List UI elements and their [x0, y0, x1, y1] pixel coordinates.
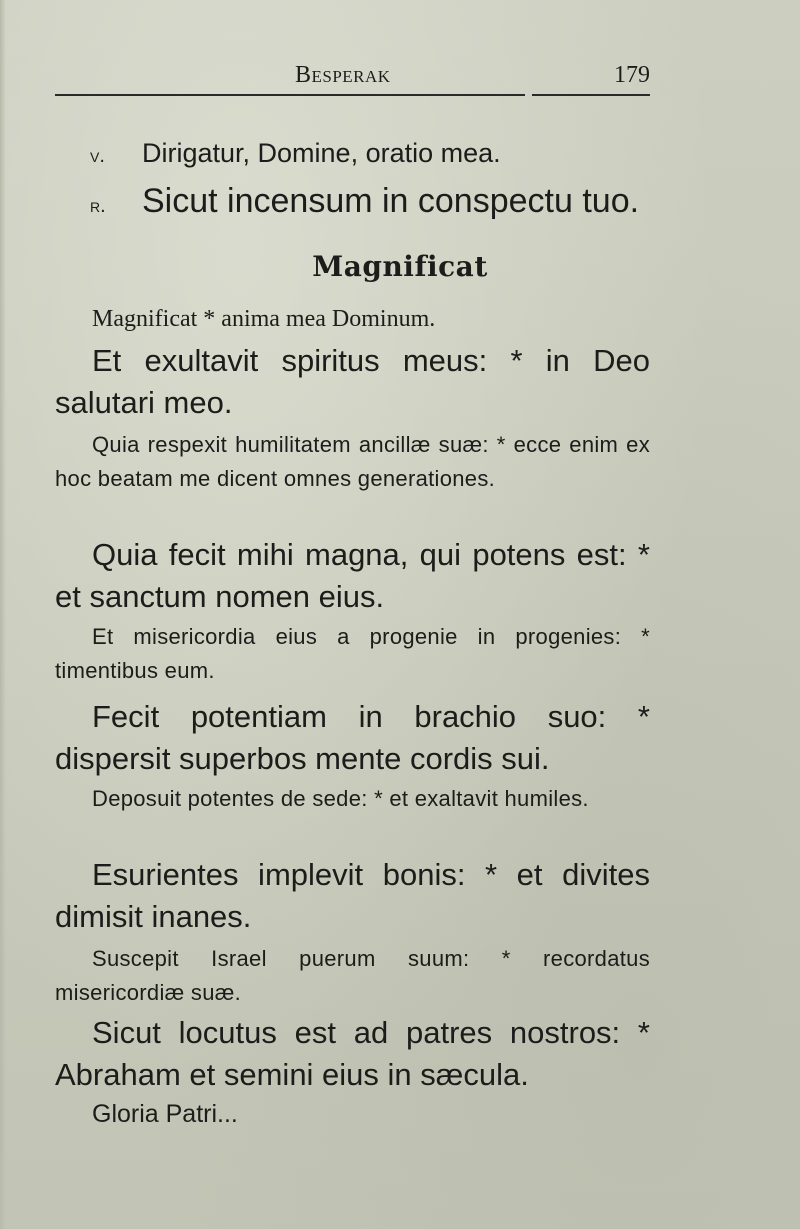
section-title: Magnificat — [312, 250, 488, 283]
verse-4: Quia fecit mihi magna, qui potens est: * et sanctum nomen eius. — [55, 537, 650, 614]
versicle-mark: v. — [90, 145, 105, 167]
verse-7: Deposuit potentes de sede: * et exaltavit humiles. — [92, 786, 589, 811]
header-rule-right — [532, 94, 650, 96]
gloria-patri: Gloria Patri... — [92, 1100, 238, 1128]
response-row — [90, 182, 639, 221]
verse-9: Suscepit Israel puerum suum: * recordatus misericordiæ suæ. — [55, 946, 650, 1005]
versicle-text: Dirigatur, Domine, oratio mea. — [142, 138, 501, 168]
response-text: Sicut incensum in conspectu tuo. — [142, 182, 640, 220]
page-number: 179 — [614, 62, 650, 88]
header-rule — [55, 94, 525, 96]
verse-10: Sicut locutus est ad patres nostros: * Abraham et semini eius in sæcula. — [55, 1015, 650, 1092]
page-edge-shadow — [0, 0, 6, 1229]
verse-2: Et exultavit spiritus meus: * in Deo salutari meo. — [55, 343, 650, 420]
running-header — [55, 60, 650, 96]
verse-6: Fecit potentiam in brachio suo: * dispersit superbos mente cordis sui. — [55, 699, 650, 776]
response-mark: r. — [90, 195, 106, 217]
verse-8: Esurientes implevit bonis: * et divites dimisit inanes. — [55, 857, 650, 934]
verse-3: Quia respexit humilitatem ancillæ suæ: * ecce enim ex hoc beatam me dicent omnes generationes. — [55, 432, 650, 491]
verse-5: Et misericordia eius a progenie in progenies: * timentibus eum. — [55, 624, 650, 683]
versicle-row — [90, 138, 501, 169]
header-title: Besperak — [295, 62, 391, 88]
verse-1: Magnificat * anima mea Dominum. — [92, 306, 436, 332]
